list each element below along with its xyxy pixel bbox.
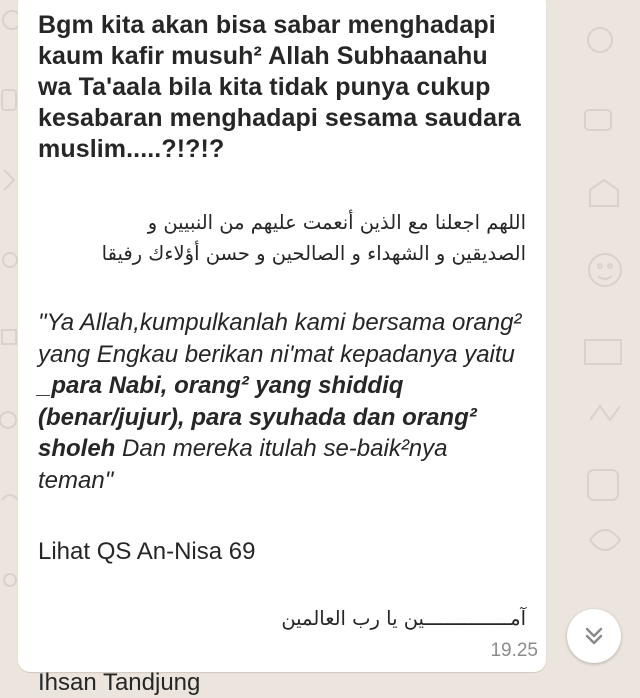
double-chevron-down-icon (582, 624, 606, 648)
arabic-prayer-line-1: اللهم اجعلنا مع الذين أنعمت عليهم من النبيين و (147, 211, 526, 234)
arabic-amin: آمـــــــــــــــين يا رب العالمين (281, 607, 526, 630)
arabic-prayer-line-2: الصديقين و الشهداء و الصالحين و حسن أؤلاءك رفيقا (101, 242, 526, 265)
prayer-translation (38, 307, 526, 496)
message-bubble[interactable] (18, 0, 546, 696)
message-signature: Ihsan Tandjung (38, 669, 201, 696)
translation-text-start: "Ya Allah,kumpulkanlah kami bersama orang² yang Engkau berikan ni'mat kepadanya yaitu _ (38, 309, 522, 399)
translation-emphasis: para Nabi, orang² yang shiddiq (benar/jujur), para syuhada dan orang² sholeh (38, 372, 477, 462)
message-paragraph: Bgm kita akan bisa sabar menghadapi kaum kafir musuh² Allah Subhaanahu wa Ta'aala bila kita tidak punya cukup kesabaran menghadapi sesama saudara muslim.....?!?!? (38, 11, 521, 163)
scroll-to-bottom-button[interactable] (567, 609, 621, 663)
quran-reference: Lihat QS An-Nisa 69 (38, 538, 256, 565)
message-timestamp: 19.25 (490, 640, 538, 661)
translation-text-end: Dan mereka itulah se-baik²nya teman" (38, 435, 448, 494)
